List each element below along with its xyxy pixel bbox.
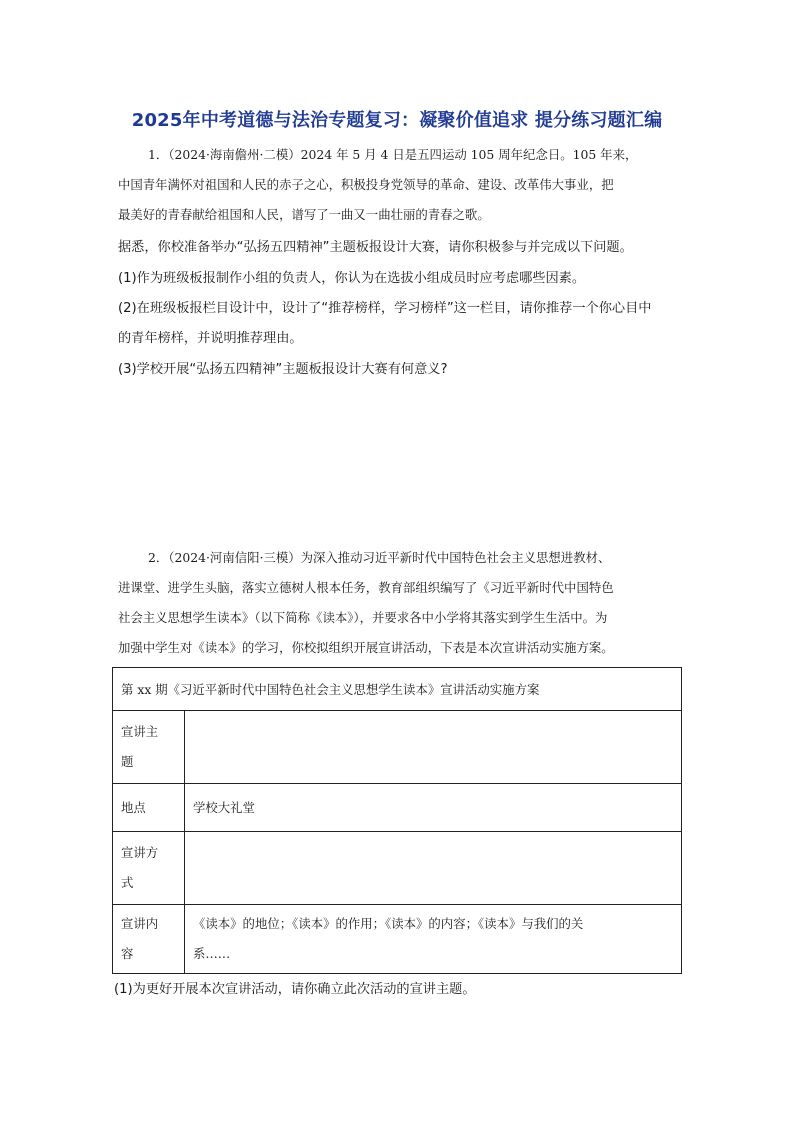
plan-table xyxy=(112,667,682,974)
q1-lead: 据悉，你校准备举办“弘扬五四精神”主题板报设计大赛，请你积极参与并完成以下问题。 xyxy=(118,240,633,255)
label-line: 式 xyxy=(121,875,134,890)
table-row xyxy=(113,784,682,832)
row-value-topic xyxy=(185,711,682,784)
plan-table-header: 第 xx 期《习近平新时代中国特色社会主义思想学生读本》宣讲活动实施方案 xyxy=(113,668,682,711)
row-label-place: 地点 xyxy=(113,784,185,832)
q1-intro-line: 最美好的青春献给祖国和人民，谱写了一曲又一曲壮丽的青春之歌。 xyxy=(118,207,490,222)
label-line: 宣讲内 xyxy=(121,916,159,931)
label-line: 宣讲主 xyxy=(121,724,159,739)
q1-intro-line: 1．（2024·海南儋州·二模）2024 年 5 月 4 日是五四运动 105 周年纪念日。105 年来， xyxy=(148,147,638,162)
q2-intro xyxy=(118,543,678,663)
q1-intro-line: 中国青年满怀对祖国和人民的赤子之心，积极投身党领导的革命、建设、改革伟大事业，把 xyxy=(118,177,614,192)
value-line: 系…… xyxy=(193,946,231,961)
q1-sub1: (1)作为班级板报制作小组的负责人，你认为在选拔小组成员时应考虑哪些因素。 xyxy=(118,271,586,286)
q2-sub1: (1)为更好开展本次宣讲活动，请你确立此次活动的宣讲主题。 xyxy=(114,982,476,997)
q2-intro-line: 加强中学生对《读本》的学习，你校拟组织开展宣讲活动，下表是本次宣讲活动实施方案。 xyxy=(118,640,614,655)
table-row xyxy=(113,711,682,784)
row-value-method xyxy=(185,832,682,905)
label-line: 题 xyxy=(121,754,134,769)
row-value-content xyxy=(185,905,682,974)
table-row xyxy=(113,832,682,905)
q1-intro xyxy=(118,140,678,230)
row-label-content xyxy=(113,905,185,974)
row-value-place: 学校大礼堂 xyxy=(185,784,682,832)
row-label-topic xyxy=(113,711,185,784)
page-title: 2025年中考道德与法治专题复习：凝聚价值追求 提分练习题汇编 xyxy=(131,110,663,131)
label-line: 宣讲方 xyxy=(121,845,159,860)
q1-sub2 xyxy=(118,294,678,354)
q1-sub2-line: 的青年榜样，并说明推荐理由。 xyxy=(118,331,303,346)
q1-sub3: (3)学校开展“弘扬五四精神”主题板报设计大赛有何意义? xyxy=(118,362,448,377)
value-line: 《读本》的地位；《读本》的作用；《读本》的内容；《读本》与我们的关 xyxy=(193,916,584,931)
row-label-method xyxy=(113,832,185,905)
label-line: 容 xyxy=(121,946,134,961)
q2-intro-line: 2．（2024·河南信阳·三模）为深入推动习近平新时代中国特色社会主义思想进教材、 xyxy=(148,550,611,565)
q2-intro-line: 进课堂、进学生头脑，落实立德树人根本任务，教育部组织编写了《习近平新时代中国特色 xyxy=(118,580,614,595)
q2-intro-line: 社会主义思想学生读本》（以下简称《读本》），并要求各中小学将其落实到学生生活中。为 xyxy=(118,610,608,625)
q1-sub2-line: (2)在班级板报栏目设计中，设计了“推荐榜样，学习榜样”这一栏目，请你推荐一个你心目中 xyxy=(118,301,652,316)
table-row xyxy=(113,905,682,974)
